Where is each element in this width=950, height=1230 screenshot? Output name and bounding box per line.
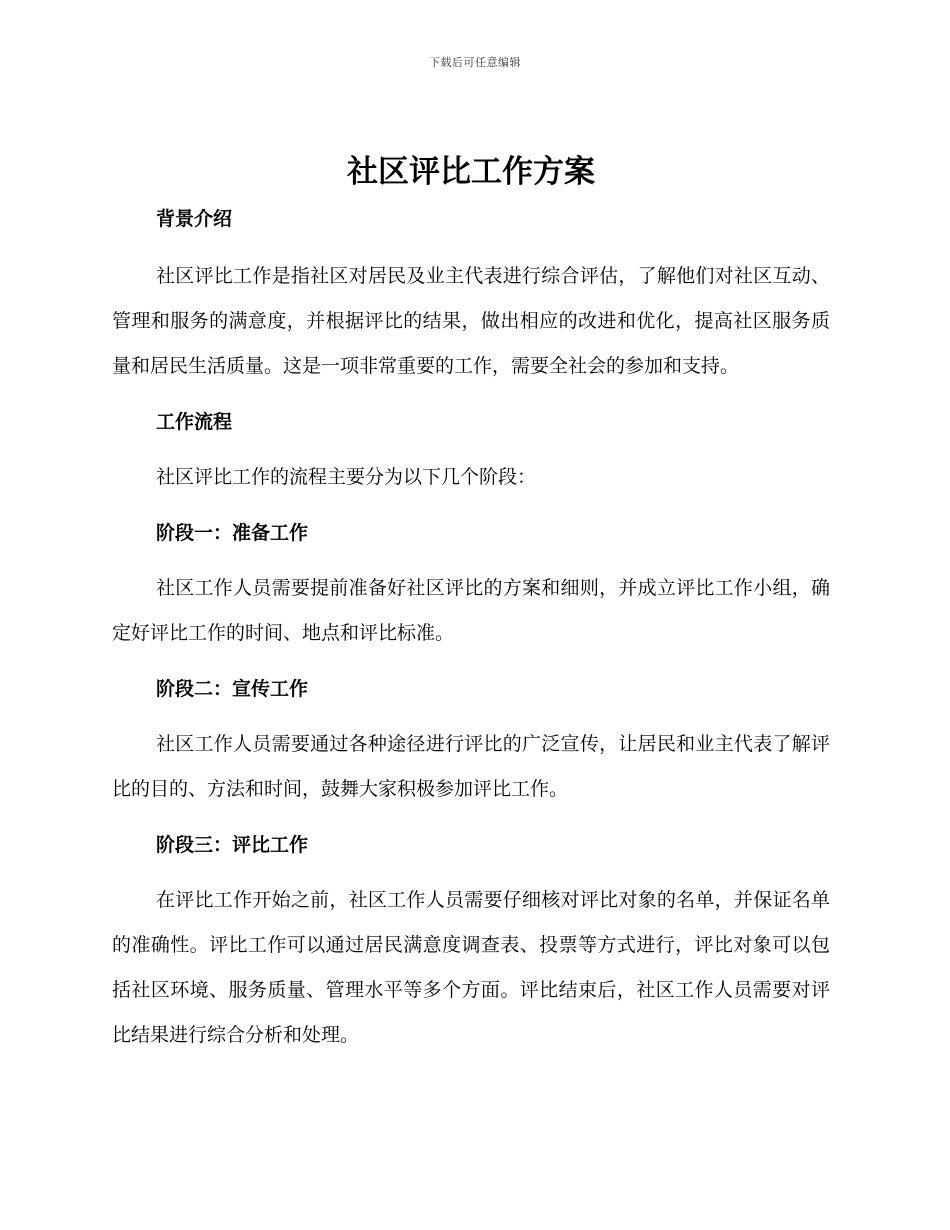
section-heading-background: 背景介绍 xyxy=(156,208,233,230)
spacer xyxy=(112,389,830,399)
section-heading-process: 工作流程 xyxy=(156,411,233,433)
header-note: 下载后可任意编辑 xyxy=(429,56,521,69)
spacer xyxy=(112,445,830,455)
stage-one-heading: 阶段一：准备工作 xyxy=(156,522,309,544)
spacer xyxy=(112,812,830,822)
spacer xyxy=(112,500,830,510)
stage-one-paragraph: 社区工作人员需要提前准备好社区评比的方案和细则，并成立评比工作小组，确定好评比工作的时间、地点和评比标准。 xyxy=(112,577,830,644)
spacer xyxy=(112,656,830,666)
stage-two-heading: 阶段二：宣传工作 xyxy=(156,678,309,700)
document-title: 社区评比工作方案 xyxy=(347,154,595,190)
spacer xyxy=(112,556,830,566)
document-content xyxy=(112,148,830,1058)
stage-three-heading: 阶段三：评比工作 xyxy=(156,834,309,856)
stage-three-paragraph: 在评比工作开始之前，社区工作人员需要仔细核对评比对象的名单，并保证名单的准确性。评比工作可以通过居民满意度调查表、投票等方式进行，评比对象可以包括社区环境、服务质量、管理水平等多个方面。评比结束后，社区工作人员需要对评比结果进行综合分析和处理。 xyxy=(112,889,830,1046)
spacer xyxy=(112,712,830,722)
background-paragraph: 社区评比工作是指社区对居民及业主代表进行综合评估，了解他们对社区互动、管理和服务的满意度，并根据评比的结果，做出相应的改进和优化，提高社区服务质量和居民生活质量。这是一项非常重要的工作，需要全社会的参加和支持。 xyxy=(112,265,830,377)
spacer xyxy=(112,242,830,254)
stage-two-paragraph: 社区工作人员需要通过各种途径进行评比的广泛宣传，让居民和业主代表了解评比的目的、方法和时间，鼓舞大家积极参加评比工作。 xyxy=(112,733,830,800)
process-intro-paragraph: 社区评比工作的流程主要分为以下几个阶段： xyxy=(156,466,537,488)
spacer xyxy=(112,868,830,878)
